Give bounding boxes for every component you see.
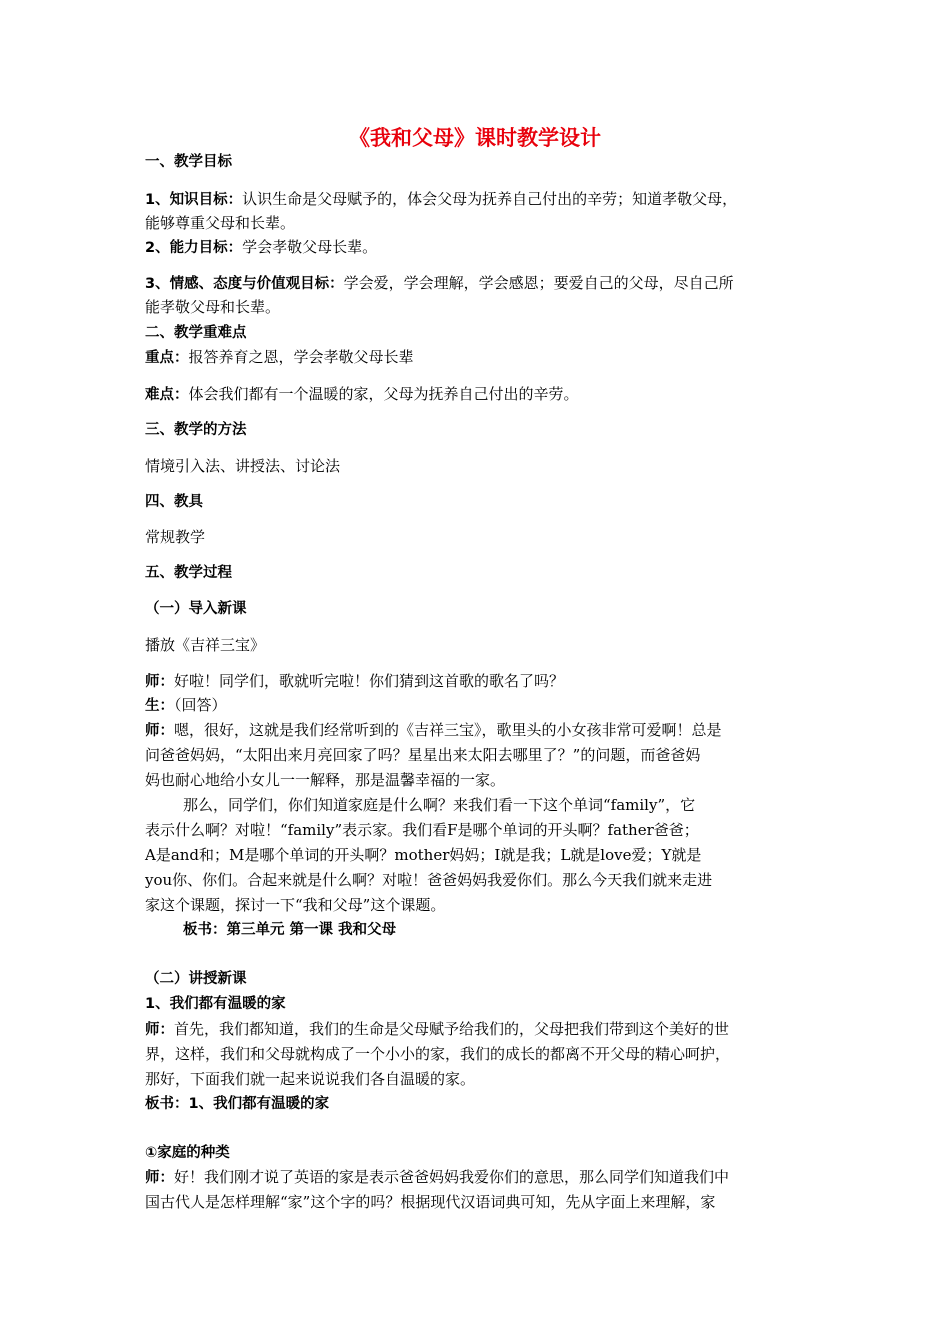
difficult-label: 难点： — [145, 387, 189, 403]
paragraph-line: A是and和；M是哪个单词的开头啊？mother妈妈；I就是我；L就是love爱；Y就是 — [145, 846, 702, 864]
dialogue-text: 好啦！同学们，歌就听完啦！你们猜到这首歌的歌名了吗？ — [174, 672, 565, 690]
paragraph-line: 那么，同学们，你们知道家庭是什么啊？来我们看一下这个单词“family”，它 — [183, 796, 696, 814]
goal-label: 2、能力目标： — [145, 240, 243, 256]
dialogue-text-cont: 那好，下面我们就一起来说说我们各自温暖的家。 — [145, 1070, 476, 1088]
difficult-text: 体会我们都有一个温暖的家，父母为抚养自己付出的辛劳。 — [188, 385, 579, 403]
goal-text: 认识生命是父母赋予的，体会父母为抚养自己付出的辛劳；知道孝敬父母， — [242, 190, 738, 208]
dialogue-text: 好！我们刚才说了英语的家是表示爸爸妈妈我爱你们的意思，那么同学们知道我们中 — [174, 1168, 730, 1186]
speaker-label: 师： — [145, 1170, 174, 1186]
subsection-heading-teaching: （二）讲授新课 — [145, 971, 247, 987]
play-song-text: 播放《吉祥三宝》 — [145, 636, 266, 654]
goal-knowledge — [145, 187, 737, 212]
key-text: 报答养育之恩，学会孝敬父母长辈 — [188, 348, 414, 366]
dialogue-teacher — [145, 1017, 729, 1042]
dialogue-text: （回答） — [174, 696, 227, 714]
dialogue-teacher — [145, 1165, 729, 1190]
dialogue-teacher — [145, 669, 564, 694]
key-label: 重点： — [145, 350, 189, 366]
goal-ability — [145, 235, 377, 260]
dialogue-teacher — [145, 718, 722, 743]
dialogue-text-cont: 妈也耐心地给小女儿一一解释，那是温馨幸福的一家。 — [145, 771, 506, 789]
goal-emotion — [145, 271, 734, 296]
speaker-label: 师： — [145, 1022, 174, 1038]
speaker-label: 师： — [145, 674, 174, 690]
dialogue-text-cont: 问爸爸妈妈，“太阳出来月亮回家了吗？星星出来太阳去哪里了？”的问题，而爸爸妈 — [145, 746, 701, 764]
topic-heading: 1、我们都有温暖的家 — [145, 996, 286, 1012]
section-heading-process: 五、教学过程 — [145, 565, 232, 581]
section-heading-methods: 三、教学的方法 — [145, 422, 247, 438]
section-heading-key-points: 二、教学重难点 — [145, 325, 247, 341]
board-note: 板书：第三单元 第一课 我和父母 — [183, 922, 397, 938]
speaker-label: 师： — [145, 723, 174, 739]
paragraph-line: 表示什么啊？对啦！“family”表示家。我们看F是哪个单词的开头啊？father爸爸； — [145, 821, 699, 839]
key-point — [145, 345, 414, 370]
goal-text: 学会孝敬父母长辈。 — [242, 238, 378, 256]
section-heading-goals: 一、教学目标 — [145, 154, 232, 170]
difficult-point — [145, 382, 579, 407]
subsection-heading-intro: （一）导入新课 — [145, 601, 247, 617]
goal-text: 学会爱，学会理解，学会感恩；要爱自己的父母，尽自己所 — [343, 274, 734, 292]
goal-knowledge-cont: 能够尊重父母和长辈。 — [145, 214, 296, 232]
paragraph-line: 家这个课题，探讨一下“我和父母”这个课题。 — [145, 896, 446, 914]
topic-heading: ①家庭的种类 — [145, 1145, 230, 1161]
board-note: 板书：1、我们都有温暖的家 — [145, 1096, 330, 1112]
dialogue-text-cont: 界，这样，我们和父母就构成了一个小小的家，我们的成长的都离不开父母的精心呵护， — [145, 1045, 731, 1063]
methods-text: 情境引入法、讲授法、讨论法 — [145, 457, 341, 475]
tools-text: 常规教学 — [145, 528, 206, 546]
section-heading-tools: 四、教具 — [145, 494, 203, 510]
paragraph-line: you你、你们。合起来就是什么啊？对啦！爸爸妈妈我爱你们。那么今天我们就来走进 — [145, 871, 713, 889]
speaker-label: 生： — [145, 698, 174, 714]
dialogue-text-cont: 国古代人是怎样理解“家”这个字的吗？根据现代汉语词典可知，先从字面上来理解，家 — [145, 1193, 716, 1211]
goal-label: 3、情感、态度与价值观目标： — [145, 276, 344, 292]
goal-emotion-cont: 能孝敬父母和长辈。 — [145, 298, 281, 316]
dialogue-student — [145, 693, 227, 718]
goal-label: 1、知识目标： — [145, 192, 243, 208]
dialogue-text: 首先，我们都知道，我们的生命是父母赋予给我们的，父母把我们带到这个美好的世 — [174, 1020, 730, 1038]
document-title: 《我和父母》课时教学设计 — [349, 126, 601, 150]
dialogue-text: 嗯，很好，这就是我们经常听到的《吉祥三宝》，歌里头的小女孩非常可爱啊！总是 — [174, 721, 722, 739]
